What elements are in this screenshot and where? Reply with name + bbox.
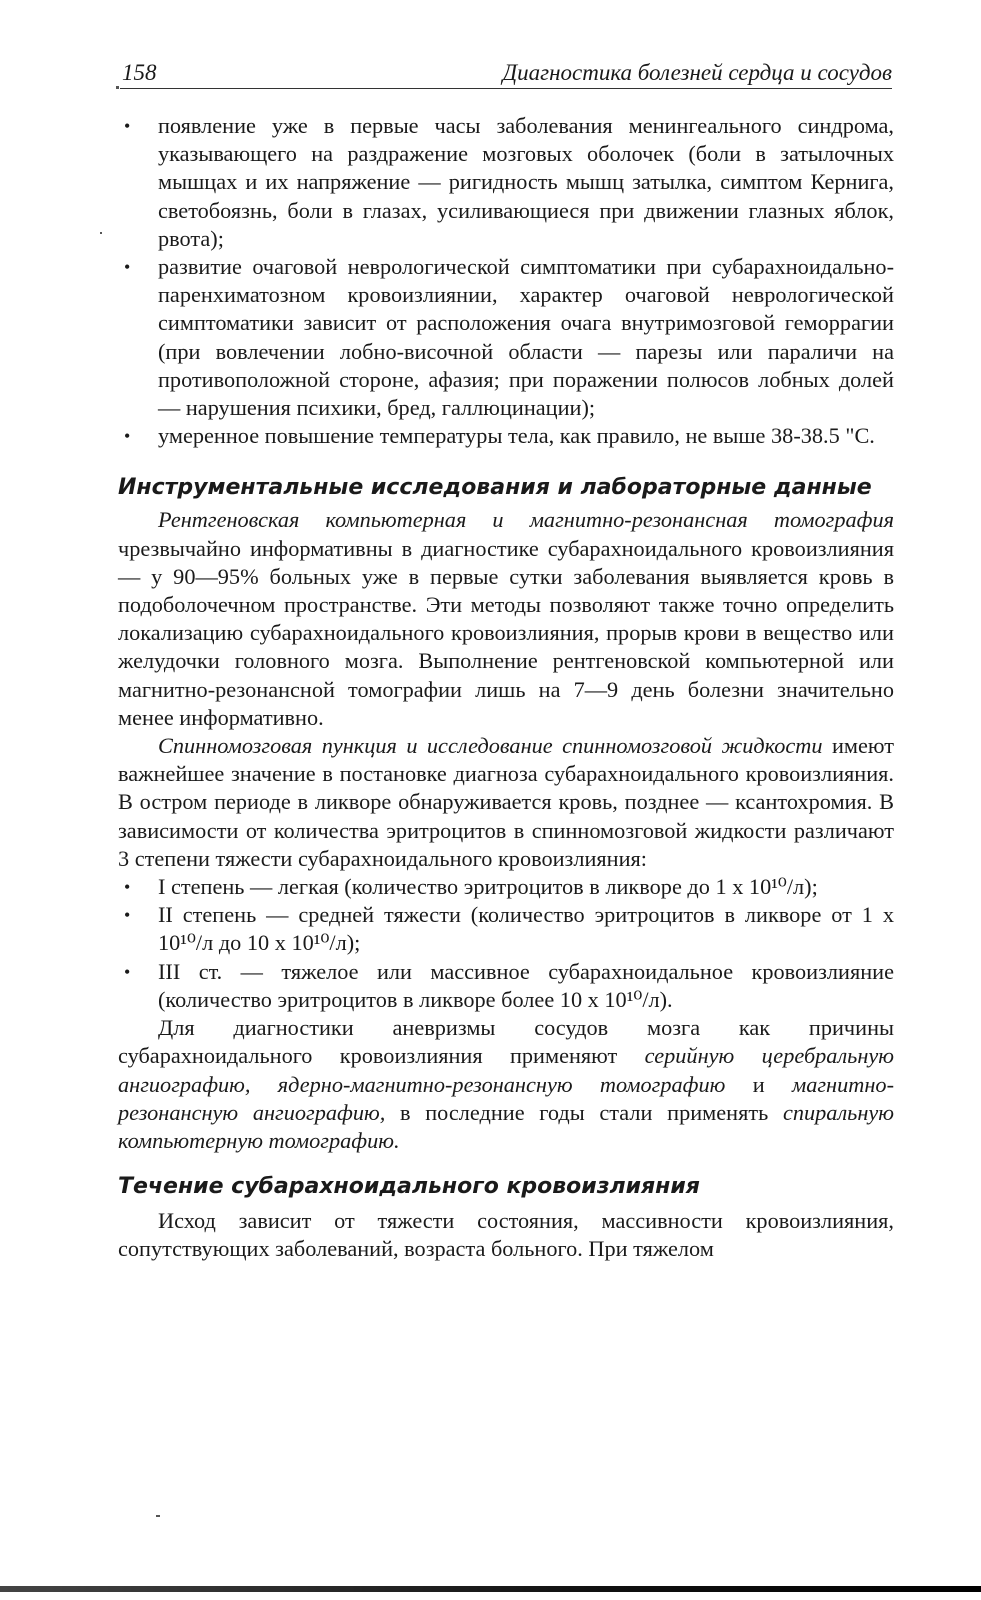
list-item-text: развитие очаговой неврологической симптоматики при субарахноидально-паренхиматозном кровоизлиянии, характер очаговой неврологической симптоматики зависит от расположения очага внутримозговой геморрагии (при вовлечении лобно-височной области — парезы или параличи на противоположной стороне, афазия; при поражении полюсов лобных долей — нарушения психики, бред, галлюцинации); [158, 254, 894, 421]
paragraph-text: имеют важнейшее значение в постановке диагноза субарахноидального кровоизлияния. В остром периоде в ликворе обнаруживается кровь, позднее — ксантохромия. В зависимости от количества эритроцитов в спинномозговой жидкости различают 3 степени тяжести субарахноидального кровоизлияния: [118, 733, 894, 871]
paragraph-aneurysm-diagnostics [118, 1014, 894, 1155]
list-item [118, 958, 894, 1014]
paragraph-ct-mri [118, 506, 894, 732]
paragraph-outcome: Исход зависит от тяжести состояния, массивности кровоизлияния, сопутствующих заболеваний, возраста больного. При тяжелом [118, 1208, 894, 1262]
paragraph-text: чрезвычайно информативны в диагностике субарахноидального кровоизлияния — у 90—95% больных уже в первые сутки заболевания выявляется кровь в подоболочечном пространстве. Эти методы позволяют также точно определить локализацию субарахноидального кровоизлияния, прорыв крови в вещество или желудочки головного мозга. Выполнение рентгеновской компьютерной или магнитно-резонансной томографии лишь на 7—9 день болезни значительно менее информативно. [118, 535, 894, 730]
paragraph-text: и [725, 1071, 792, 1097]
list-item-text: II степень — средней тяжести (количество эритроцитов в ликворе от 1 х 10¹⁰/л до 10 х 10¹⁰/л); [158, 902, 894, 956]
bullet-icon: • [124, 257, 131, 278]
list-item [118, 873, 894, 901]
bullet-icon: • [124, 905, 131, 926]
italic-term: Рентгеновская компьютерная и магнитно-резонансная томография [158, 507, 894, 533]
section-heading-instrumental: Инструментальные исследования и лабораторные данные [118, 475, 872, 501]
italic-term: спиральную компьютерную томографию. [118, 1099, 895, 1153]
bullet-icon: • [124, 877, 131, 898]
list-item-text: I степень — легкая (количество эритроцитов в ликворе до 1 х 10¹⁰/л); [158, 874, 818, 900]
scan-edge-line [0, 1586, 981, 1592]
bullet-icon: • [124, 961, 131, 982]
list-item [118, 901, 894, 957]
scan-speck [100, 232, 102, 234]
italic-term: магнитно-резонансную ангиографию, [118, 1071, 894, 1125]
running-title: Диагностика болезней сердца и сосудов [502, 60, 892, 85]
list-item-text: умеренное повышение температуры тела, как правило, не выше 38-38.5 "С. [158, 423, 875, 449]
bullet-icon: • [124, 426, 131, 447]
paragraph-lumbar-puncture [118, 732, 894, 873]
page-body [118, 112, 894, 1264]
section-heading-course: Течение субарахноидального кровоизлияния [118, 1174, 700, 1200]
italic-term: серийную церебральную ангиографию, ядерно-магнитно-резонансную томографию [118, 1043, 894, 1097]
list-item [118, 422, 894, 450]
page-number: 158 [122, 60, 157, 85]
italic-term: Спинномозговая пункция и исследование спинномозговой жидкости [158, 733, 823, 759]
scan-speck [156, 1515, 160, 1517]
list-item-text: появление уже в первые часы заболевания менингеального синдрома, указывающего на раздражение мозговых оболочек (боли в затылочных мышцах и их напряжение — ригидность мышц затылка, симптом Кернига, светобоязнь, боли в глазах, усиливающиеся при движении глазных яблок, рвота); [158, 113, 894, 251]
symptom-list [118, 112, 894, 450]
list-item [118, 253, 894, 422]
list-item [118, 112, 894, 253]
running-header [120, 58, 892, 89]
scan-speck [116, 86, 119, 89]
list-item-text: III ст. — тяжелое или массивное субарахноидальное кровоизлияние (количество эритроцитов в ликворе более 10 х 10¹⁰/л). [158, 958, 894, 1012]
severity-grade-list [118, 873, 894, 1014]
paragraph-text: в последние годы стали применять [385, 1099, 783, 1125]
paragraph-text: Для диагностики аневризмы сосудов мозга как причины субарахноидального кровоизлияния применяют [118, 1015, 894, 1069]
bullet-icon: • [124, 116, 131, 136]
